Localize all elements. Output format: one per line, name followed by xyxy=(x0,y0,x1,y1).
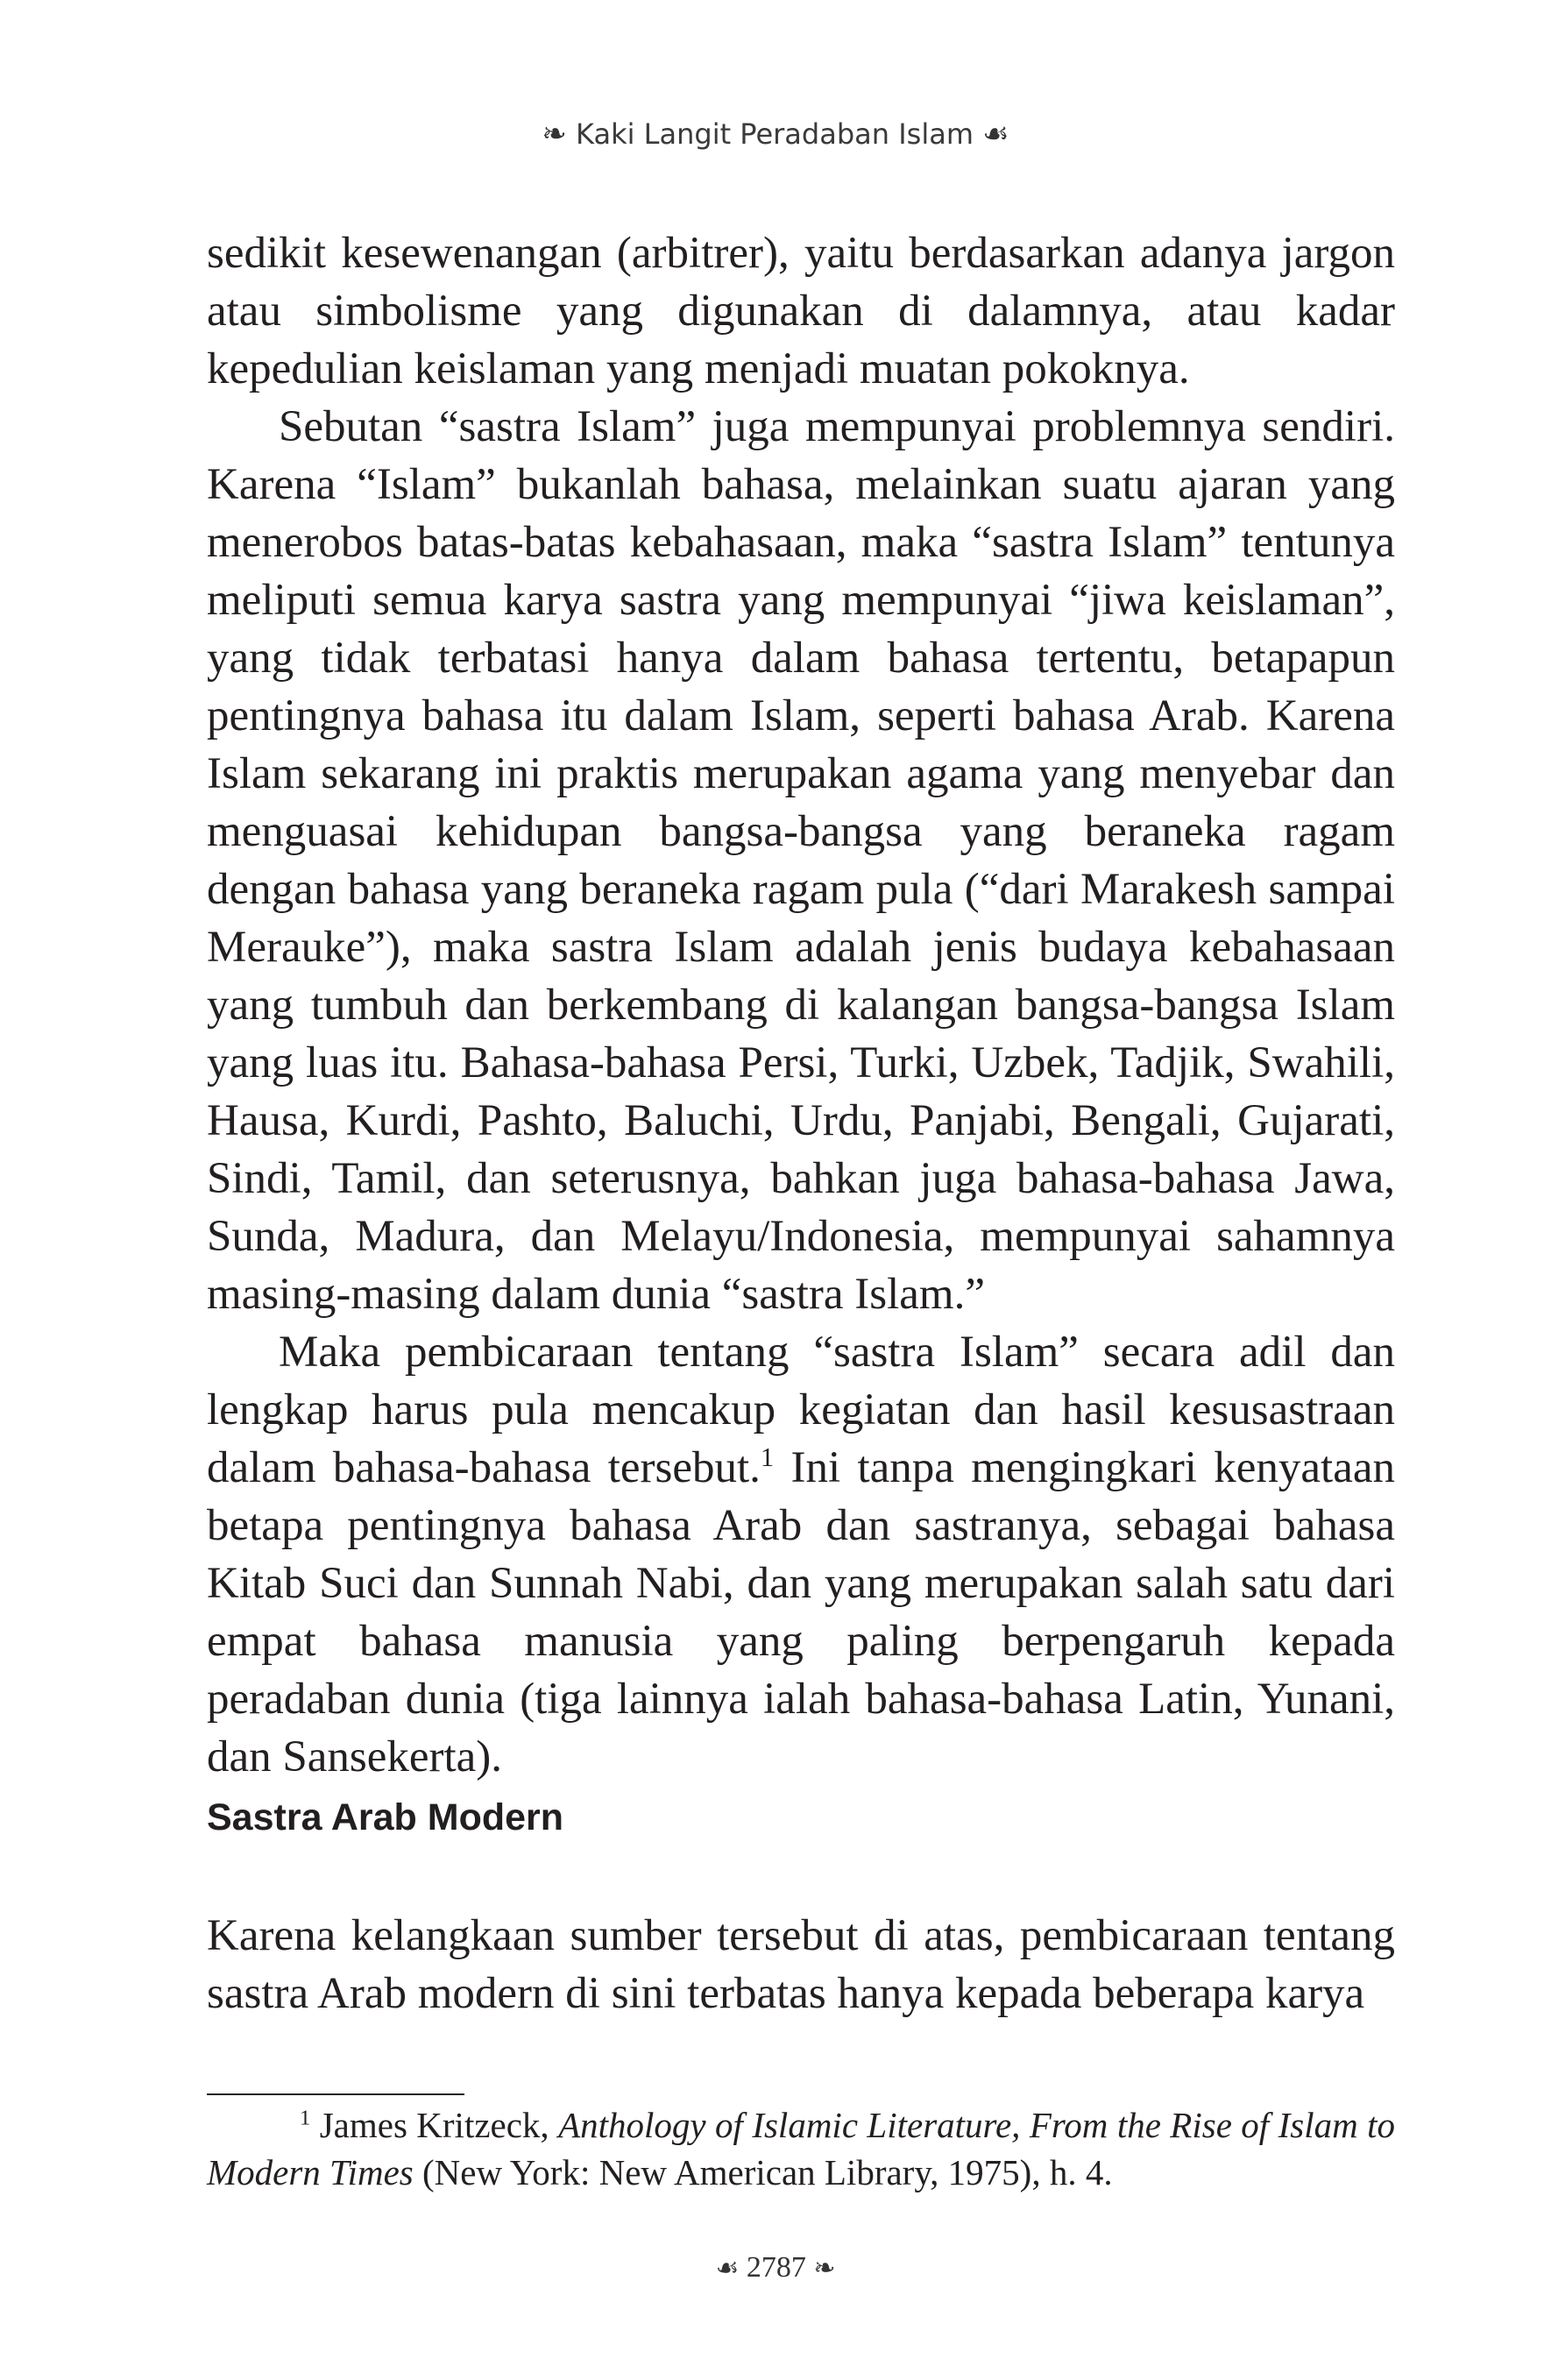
body-section-1 xyxy=(207,224,1395,1786)
footnote-rule xyxy=(207,2093,464,2095)
paragraph-4: Karena kelangkaan sumber tersebut di atas, pembicaraan tentang sastra Arab modern di sini terbatas hanya kepada beberapa karya xyxy=(207,1911,1395,2018)
footnote-reference: 1 xyxy=(760,1442,775,1472)
paragraph-3 xyxy=(207,1323,1395,1786)
folio xyxy=(0,2249,1551,2288)
left-ornament-icon: ❧ xyxy=(542,117,567,152)
paragraph-2: Sebutan “sastra Islam” juga mempunyai problemnya sendiri. Karena “Islam” bukanlah bahasa, melainkan suatu ajaran yang menerobos batas-batas kebahasaan, maka “sastra Islam” tentunya meliputi semua karya sastra yang mempunyai “jiwa keislaman”, yang tidak terbatasi hanya dalam bahasa tertentu, betapapun pentingnya bahasa itu dalam Islam, seperti bahasa Arab. Karena Islam sekarang ini praktis merupakan agama yang menyebar dan menguasai kehidupan bangsa-bangsa yang beraneka ragam dengan bahasa yang beraneka ragam pula (“dari Marakesh sampai Merauke”), maka sastra Islam adalah jenis budaya kebahasaan yang tumbuh dan berkembang di kalangan bangsa-bangsa Islam yang luas itu. Bahasa-bahasa Persi, Turki, Uzbek, Tadjik, Swahili, Hausa, Kurdi, Pashto, Baluchi, Urdu, Panjabi, Bengali, Gujarati, Sindi, Tamil, dan seterusnya, bahkan juga bahasa-bahasa Jawa, Sunda, Madura, dan Melayu/Indonesia, mempunyai sahamnya masing-masing dalam dunia “sastra Islam.” xyxy=(207,402,1395,1319)
folio-right-ornament-icon: ❧ xyxy=(813,2253,836,2284)
footnote-number: 1 xyxy=(300,2106,311,2130)
section-heading: Sastra Arab Modern xyxy=(207,1796,564,1838)
right-ornament-icon: ☙ xyxy=(982,117,1009,152)
running-head xyxy=(0,115,1551,153)
page-number: 2787 xyxy=(746,2251,806,2284)
running-title: Kaki Langit Peradaban Islam xyxy=(576,117,974,151)
footnote-title: Anthology of Islamic Literature, From the Rise of Islam to Modern Times xyxy=(207,2105,1395,2192)
paragraph-3-part-1: Maka pembicaraan tentang “sastra Islam” secara adil dan lengkap harus pula mencakup kegiatan dan hasil kesusastraan dalam bahasa-bahasa tersebut. xyxy=(207,1328,1395,1492)
body-section-2 xyxy=(207,1907,1395,2022)
footnote xyxy=(207,2101,1395,2196)
folio-left-ornament-icon: ☙ xyxy=(715,2253,740,2284)
footnote-publication: (New York: New American Library, 1975), h. 4. xyxy=(413,2152,1113,2192)
paragraph-3-part-2: Ini tanpa mengingkari kenyataan betapa pentingnya bahasa Arab dan sastranya, sebagai bahasa Kitab Suci dan Sunnah Nabi, dan yang merupakan salah satu dari empat bahasa manusia yang paling berpengaruh kepada peradaban dunia (tiga lainnya ialah bahasa-bahasa Latin, Yunani, dan Sansekerta). xyxy=(207,1443,1395,1781)
paragraph-1: sedikit kesewenangan (arbitrer), yaitu berdasarkan adanya jargon atau simbolisme yang digunakan di dalamnya, atau kadar kepedulian keislaman yang menjadi muatan pokoknya. xyxy=(207,229,1395,393)
footnote-author: James Kritzeck, xyxy=(310,2105,559,2145)
